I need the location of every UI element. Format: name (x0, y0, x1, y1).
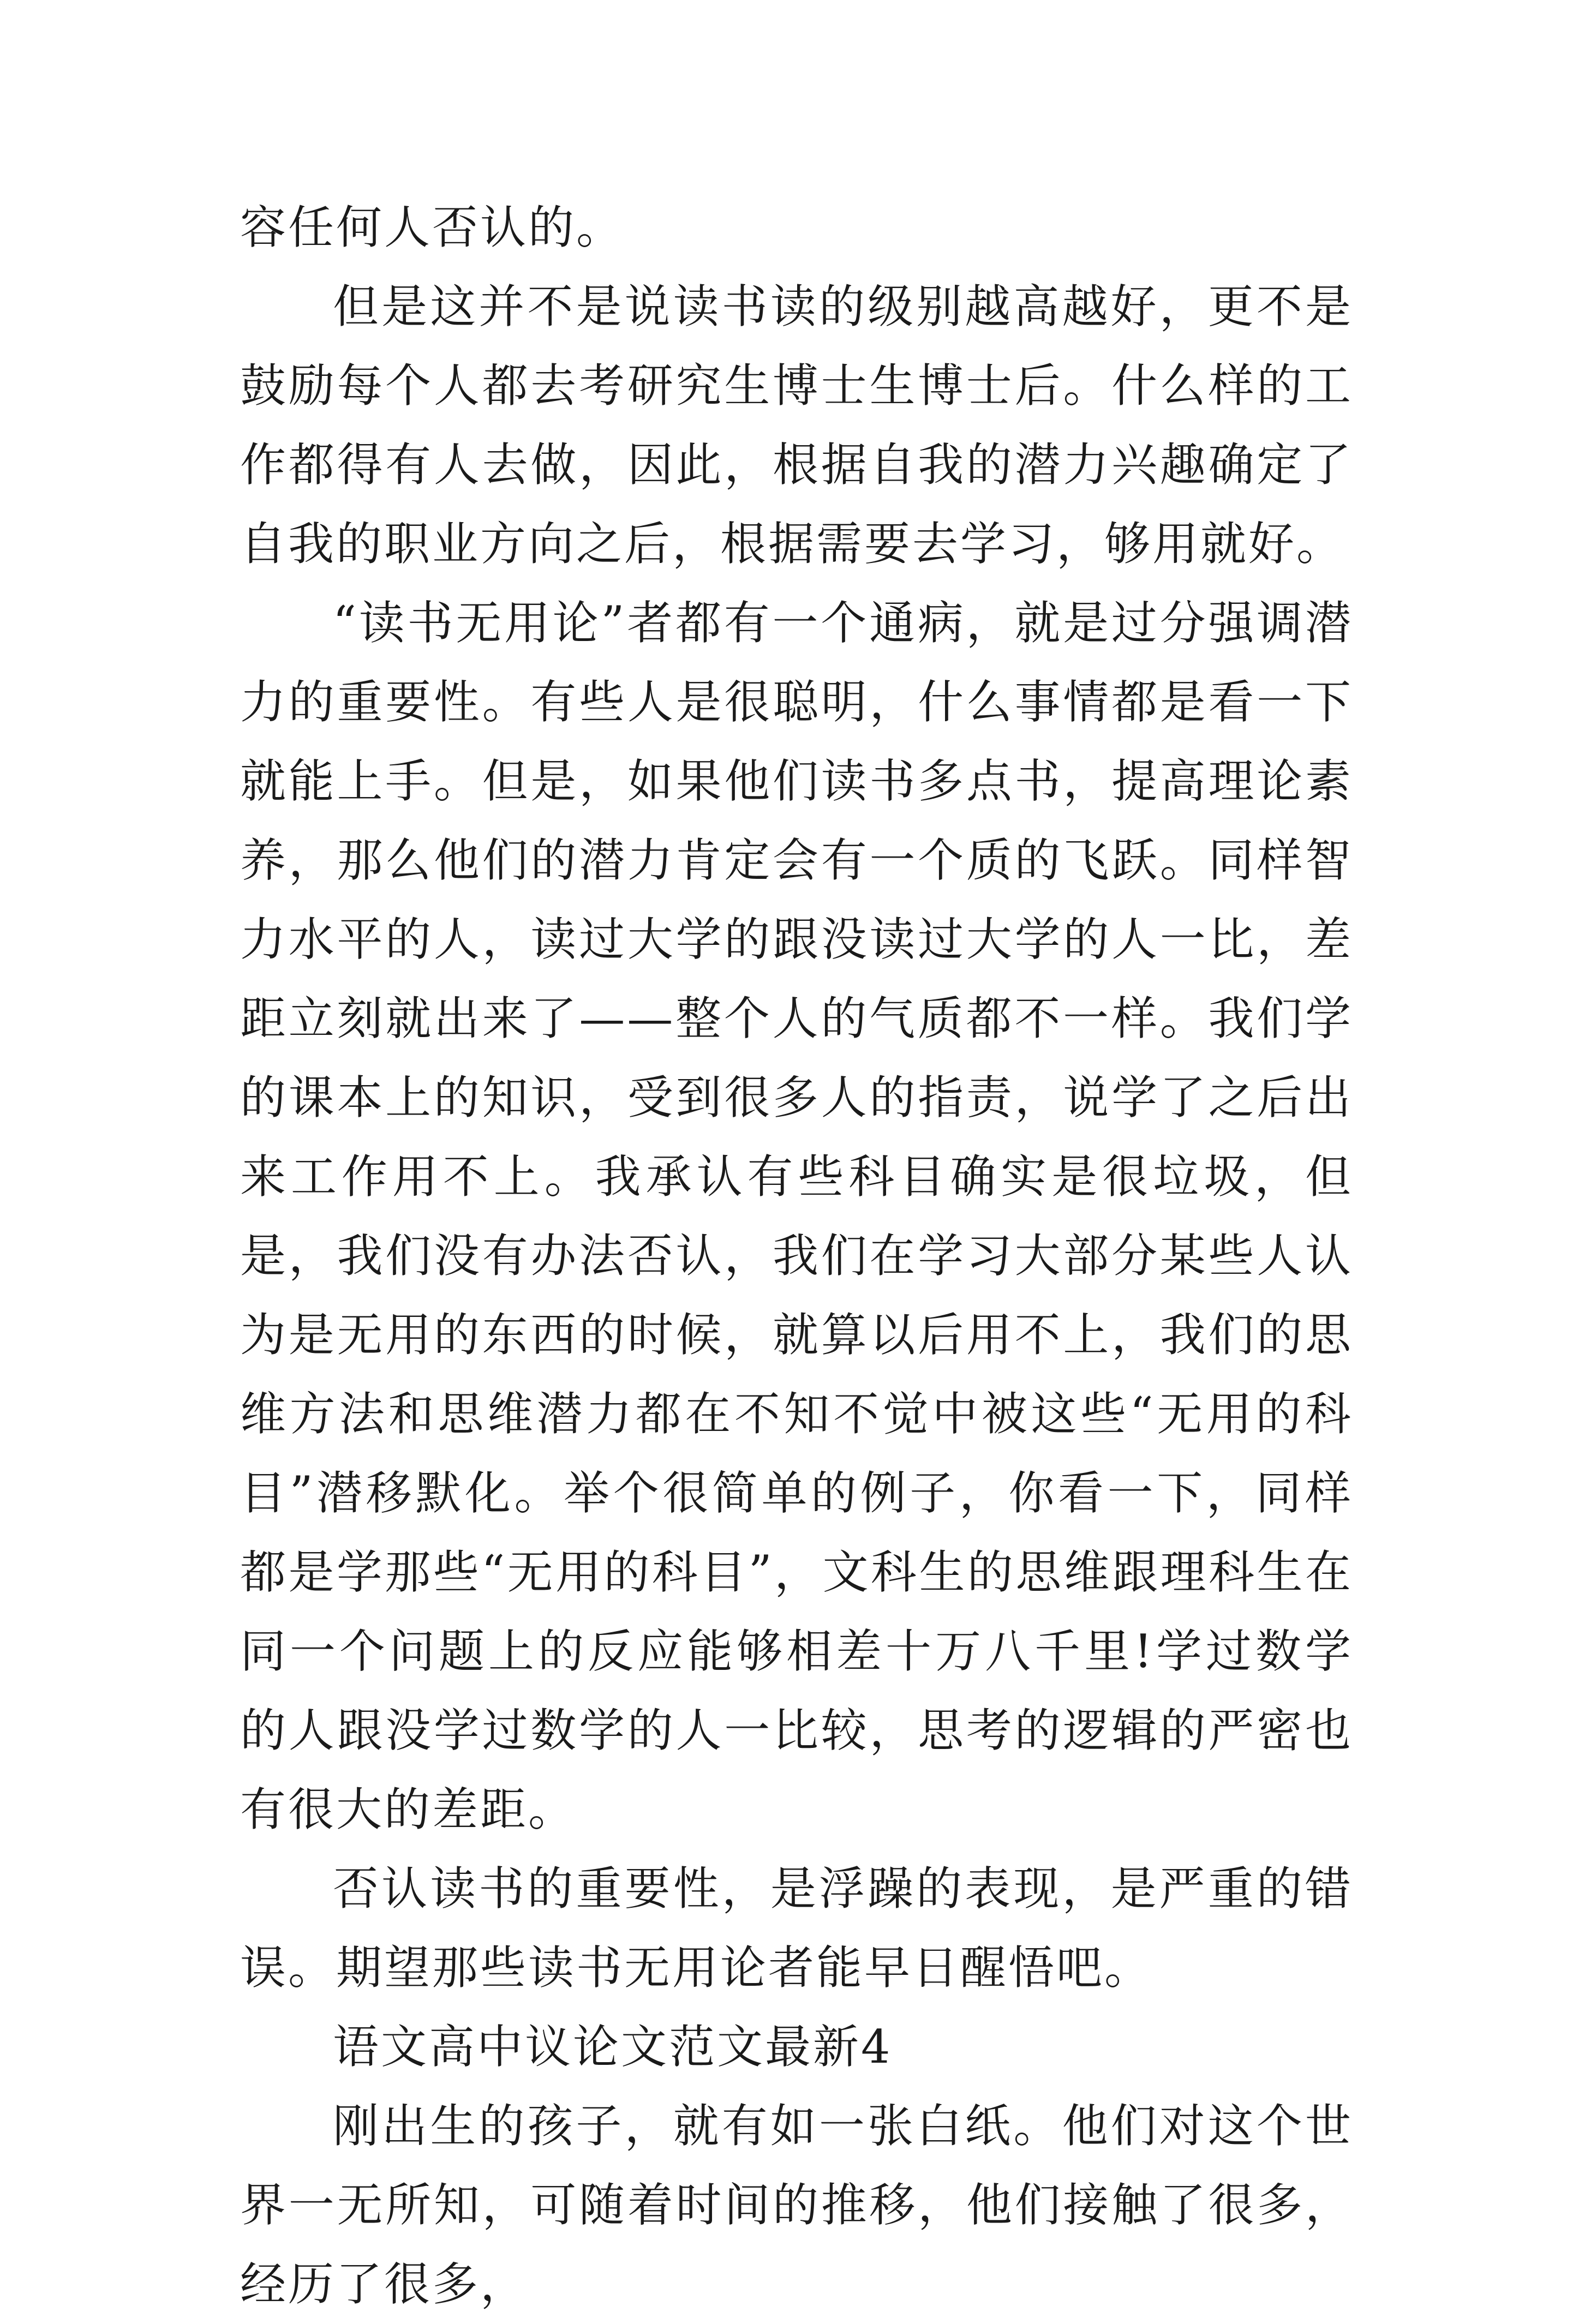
paragraph-useless-theory: “读书无用论”者都有一个通病，就是过分强调潜力的重要性。有些人是很聪明，什么事情都是看一下就能上手。但是，如果他们读书多点书，提高理论素养，那么他们的潜力肯定会有一个质的飞跃。同样智力水平的人，读过大学的跟没读过大学的人一比，差距立刻就出来了——整个人的气质都不一样。我们学的课本上的知识，受到很多人的指责，说学了之后出来工作用不上。我承认有些科目确实是很垃圾，但是，我们没有办法否认，我们在学习大部分某些人认为是无用的东西的时候，就算以后用不上，我们的思维方法和思维潜力都在不知不觉中被这些“无用的科目”潜移默化。举个很简单的例子，你看一下，同样都是学那些“无用的科目”，文科生的思维跟理科生在同一个问题上的反应能够相差十万八千里!学过数学的人跟没学过数学的人一比较，思考的逻辑的严密也有很大的差距。 (240, 596, 1353, 1836)
document-body (240, 188, 1353, 2324)
paragraph-reading-level: 但是这并不是说读书读的级别越高越好，更不是鼓励每个人都去考研究生博士生博士后。什么样的工作都得有人去做，因此，根据自我的潜力兴趣确定了自我的职业方向之后，根据需要去学习，够用就好。 (240, 280, 1353, 571)
section-title: 语文高中议论文范文最新4 (333, 2020, 893, 2074)
paragraph-continuation: 容任何人否认的。 (240, 201, 625, 254)
paragraph-conclusion: 否认读书的重要性，是浮躁的表现，是严重的错误。期望那些读书无用论者能早日醒悟吧。 (240, 1862, 1353, 1994)
paragraph-new-essay: 刚出生的孩子，就有如一张白纸。他们对这个世界一无所知，可随着时间的推移，他们接触了很多，经历了很多， (240, 2099, 1353, 2311)
